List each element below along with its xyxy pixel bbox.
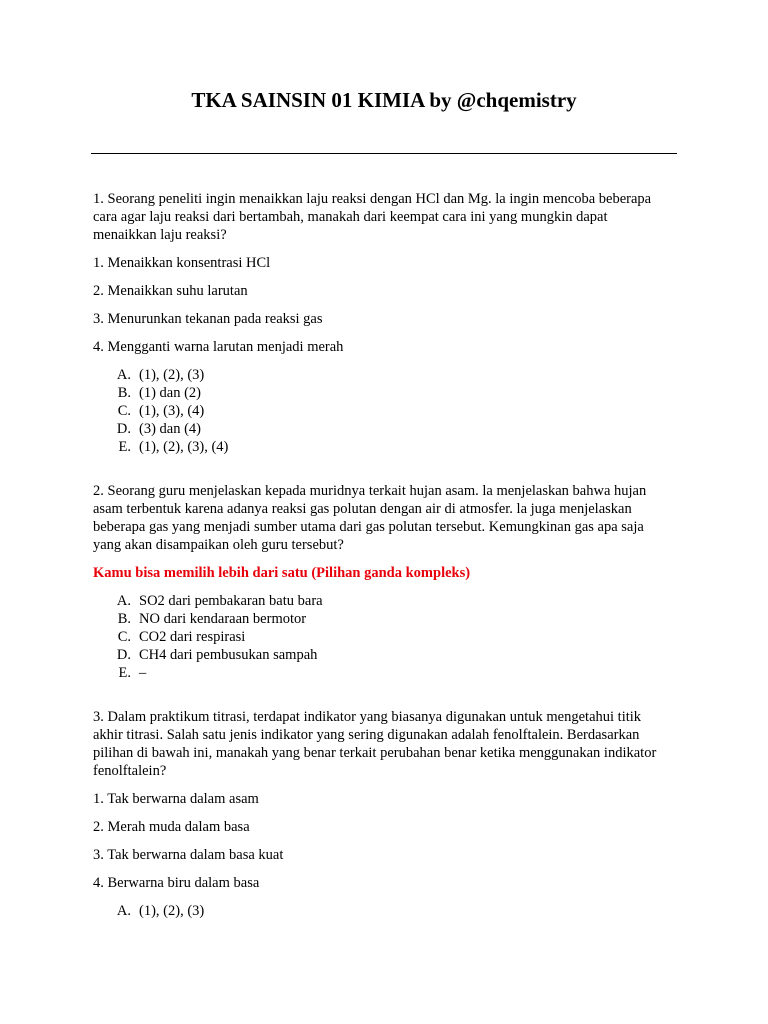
question-3-statement-2: 2. Merah muda dalam basa [93, 819, 250, 835]
option-d [93, 646, 673, 664]
option-letter: A. [116, 367, 131, 383]
question-2 [93, 482, 673, 682]
option-text: – [139, 665, 147, 681]
option-letter: B. [117, 385, 131, 401]
option-text: SO2 dari pembakaran batu bara [139, 593, 323, 609]
option-letter: D. [116, 647, 131, 663]
option-a [93, 592, 673, 610]
option-d [93, 420, 673, 438]
option-letter: E. [118, 665, 131, 681]
option-letter: A. [116, 903, 131, 919]
question-3-text: 3. Dalam praktikum titrasi, terdapat indikator yang biasanya digunakan untuk mengetahui titik akhir titrasi. Salah satu jenis indikator yang sering digunakan adalah fenolftalein. Berdasarkan pilihan di bawah ini, manakah yang benar terkait perubahan benar ketika menggunakan indikator fenolftalein? [93, 709, 657, 779]
option-c [93, 402, 673, 420]
option-b [93, 610, 673, 628]
option-a [93, 902, 673, 920]
option-text: (1), (3), (4) [139, 403, 205, 419]
question-1-options [93, 366, 673, 456]
question-1-statement-3: 3. Menurunkan tekanan pada reaksi gas [93, 311, 323, 327]
option-letter: B. [117, 611, 131, 627]
question-1-statement-2: 2. Menaikkan suhu larutan [93, 283, 248, 299]
question-1-text: 1. Seorang peneliti ingin menaikkan laju reaksi dengan HCl dan Mg. la ingin mencoba beberapa cara agar laju reaksi dari bertambah, manakah dari keempat cara ini yang mungkin dapat menaikkan laju reaksi? [93, 191, 652, 243]
option-text: (1), (2), (3) [139, 367, 205, 383]
option-letter: C. [117, 403, 131, 419]
option-letter: C. [117, 629, 131, 645]
question-3-statement-3: 3. Tak berwarna dalam basa kuat [93, 847, 284, 863]
option-text: (1), (2), (3), (4) [139, 439, 229, 455]
question-3-statement-1: 1. Tak berwarna dalam asam [93, 791, 259, 807]
option-text: NO dari kendaraan bermotor [139, 611, 307, 627]
question-3-statement-4: 4. Berwarna biru dalam basa [93, 875, 260, 891]
option-letter: E. [118, 439, 131, 455]
question-2-note: Kamu bisa memilih lebih dari satu (Pilihan ganda kompleks) [93, 565, 471, 581]
option-a [93, 366, 673, 384]
option-letter: A. [116, 593, 131, 609]
question-2-options [93, 592, 673, 682]
question-1-statement-4: 4. Mengganti warna larutan menjadi merah [93, 339, 344, 355]
question-1 [93, 190, 673, 456]
option-c [93, 628, 673, 646]
option-text: CH4 dari pembusukan sampah [139, 647, 318, 663]
option-text: (1) dan (2) [139, 385, 202, 401]
option-letter: D. [116, 421, 131, 437]
option-b [93, 384, 673, 402]
option-text: (3) dan (4) [139, 421, 202, 437]
option-e [93, 664, 673, 682]
document-body [93, 190, 673, 920]
question-3-options [93, 902, 673, 920]
page-title: TKA SAINSIN 01 KIMIA by @chqemistry [191, 88, 577, 112]
option-e [93, 438, 673, 456]
question-2-text: 2. Seorang guru menjelaskan kepada muridnya terkait hujan asam. la menjelaskan bahwa hujan asam terbentuk karena adanya reaksi gas polutan dengan air di atmosfer. la juga menjelaskan beberapa gas yang menjadi sumber utama dari gas polutan tersebut. Kemungkinan gas apa saja yang akan disampaikan oleh guru tersebut? [93, 483, 647, 553]
question-1-statement-1: 1. Menaikkan konsentrasi HCl [93, 255, 271, 271]
title-divider [91, 153, 677, 154]
option-text: (1), (2), (3) [139, 903, 205, 919]
question-3 [93, 708, 673, 920]
option-text: CO2 dari respirasi [139, 629, 246, 645]
